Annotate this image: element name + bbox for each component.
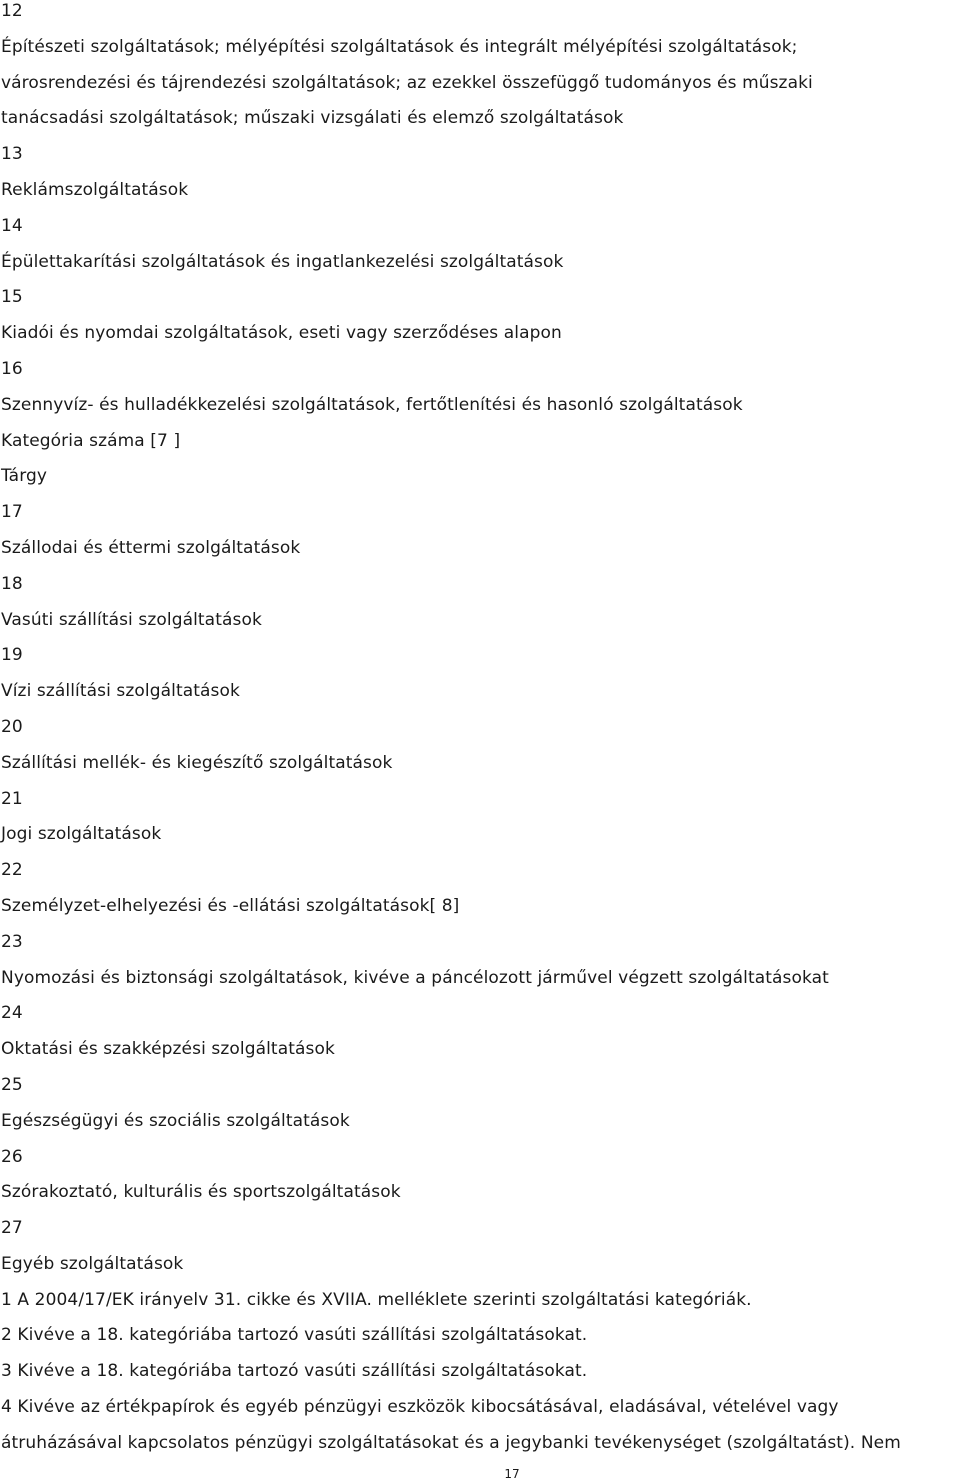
category-number: 19 — [1, 645, 23, 666]
category-description: Oktatási és szakképzési szolgáltatások — [1, 1039, 335, 1060]
category-number: 22 — [1, 860, 23, 881]
category-number: 18 — [1, 573, 23, 594]
category-number: 26 — [1, 1146, 23, 1167]
category-number: 23 — [1, 931, 23, 952]
category-description: Szennyvíz- és hulladékkezelési szolgáltatások, fertőtlenítési és hasonló szolgáltatások — [1, 394, 743, 415]
category-description: Jogi szolgáltatások — [1, 824, 162, 845]
footnote-continuation: átruházásával kapcsolatos pénzügyi szolgáltatásokat és a jegybanki tevékenységet (szolgáltatást). Nem — [1, 1432, 901, 1453]
category-number: 17 — [1, 502, 23, 523]
footnote: 1 A 2004/17/EK irányelv 31. cikke és XVIIA. melléklete szerinti szolgáltatási kategóriák. — [1, 1289, 752, 1310]
category-description: Szórakoztató, kulturális és sportszolgáltatások — [1, 1182, 401, 1203]
footnote: 4 Kivéve az értékpapírok és egyéb pénzügyi eszközök kibocsátásával, eladásával, vételével vagy — [1, 1397, 839, 1418]
footnote: 2 Kivéve a 18. kategóriába tartozó vasúti szállítási szolgáltatásokat. — [1, 1325, 588, 1346]
document-body — [1, 0, 959, 1462]
category-number: 15 — [1, 287, 23, 308]
category-number: 21 — [1, 788, 23, 809]
category-description: Vasúti szállítási szolgáltatások — [1, 609, 262, 630]
category-description: Kiadói és nyomdai szolgáltatások, eseti vagy szerződéses alapon — [1, 323, 562, 344]
category-number: 25 — [1, 1074, 23, 1095]
category-description: Egészségügyi és szociális szolgáltatások — [1, 1110, 350, 1131]
category-number: 24 — [1, 1003, 23, 1024]
section-heading: Kategória száma [7 ] — [1, 430, 181, 451]
category-number: 14 — [1, 215, 23, 236]
category-number: 16 — [1, 358, 23, 379]
category-number: 27 — [1, 1218, 23, 1239]
category-description: Vízi szállítási szolgáltatások — [1, 681, 240, 702]
category-number: 20 — [1, 716, 23, 737]
category-description: városrendezési és tájrendezési szolgáltatások; az ezekkel összefüggő tudományos és műszaki — [1, 72, 813, 93]
footnote: 3 Kivéve a 18. kategóriába tartozó vasúti szállítási szolgáltatásokat. — [1, 1361, 588, 1382]
category-description: tanácsadási szolgáltatások; műszaki vizsgálati és elemző szolgáltatások — [1, 108, 624, 129]
category-description: Nyomozási és biztonsági szolgáltatások, kivéve a páncélozott járművel végzett szolgáltatásokat — [1, 967, 829, 988]
category-description: Reklámszolgáltatások — [1, 179, 189, 200]
section-heading: Tárgy — [1, 466, 48, 487]
category-description: Építészeti szolgáltatások; mélyépítési szolgáltatások és integrált mélyépítési szolgáltatások; — [1, 36, 798, 57]
category-description: Épülettakarítási szolgáltatások és ingatlankezelési szolgáltatások — [1, 251, 564, 272]
page-number: 17 — [504, 1467, 520, 1481]
category-number: 12 — [1, 1, 23, 21]
category-number: 13 — [1, 144, 23, 165]
category-description: Személyzet-elhelyezési és -ellátási szolgáltatások[ 8] — [1, 895, 460, 916]
category-description: Szállítási mellék- és kiegészítő szolgáltatások — [1, 752, 393, 773]
category-description: Egyéb szolgáltatások — [1, 1253, 184, 1274]
category-description: Szállodai és éttermi szolgáltatások — [1, 537, 301, 558]
